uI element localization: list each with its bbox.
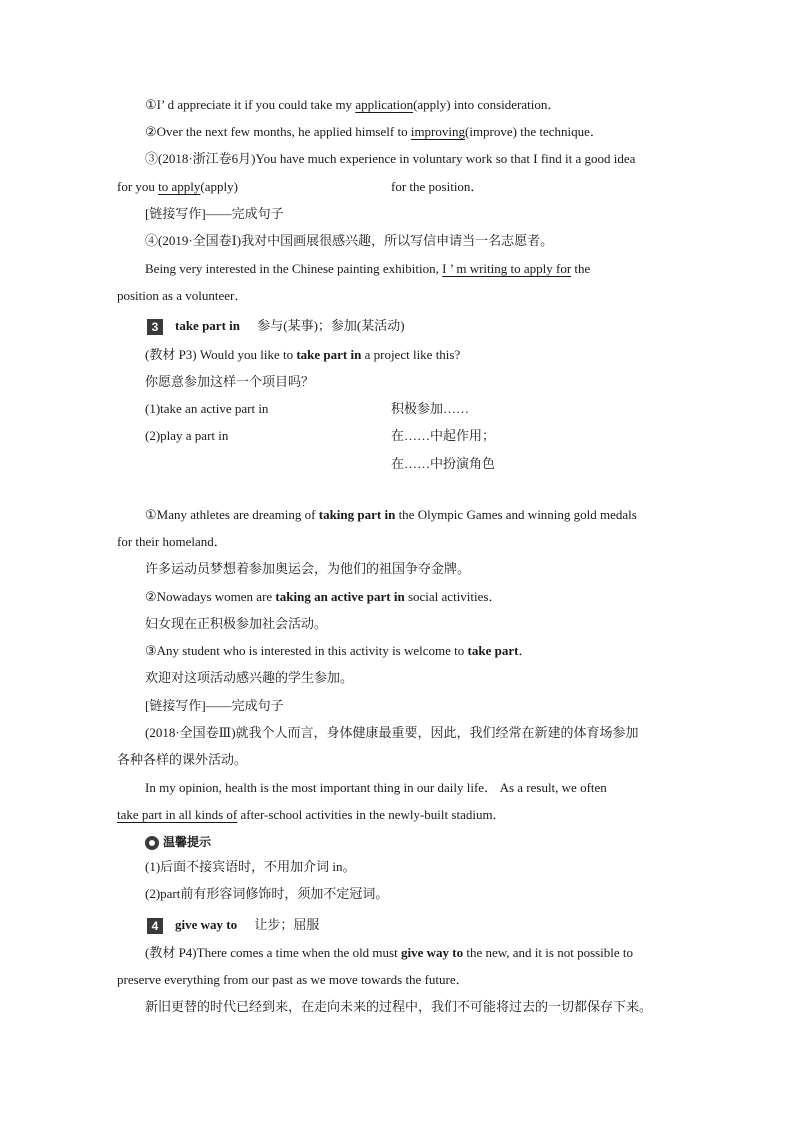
section-heading-3 <box>147 318 405 335</box>
translation: 欢迎对这项活动感兴趣的学生参加。 <box>145 670 354 685</box>
related-phrase-1-meaning: 积极参加…… <box>391 401 470 416</box>
phrase-title: give way to <box>175 917 238 932</box>
answer-blank: to apply <box>158 179 201 194</box>
writing-answer-line <box>145 261 590 277</box>
translation: 妇女现在正积极参加社会活动。 <box>145 616 328 631</box>
answer-blank: application <box>355 97 414 112</box>
key-phrase: taking part in <box>318 507 396 522</box>
sentence-text: the Olympic Games and winning gold medals <box>395 507 637 522</box>
example-sentence-2 <box>145 589 501 605</box>
example-sentence-2 <box>145 124 603 140</box>
sentence-text: the new, and it is not possible to <box>463 945 634 960</box>
link-writing-label: [链接写作]——完成句子 <box>145 206 284 221</box>
related-phrase-1: (1)take an active part in <box>145 401 269 416</box>
example-sentence-3-cont <box>117 179 238 195</box>
sentence-text: a project like this? <box>361 347 461 362</box>
sentence-text: (教材 P3) Would you like to <box>145 347 297 362</box>
related-phrase-2: (2)play a part in <box>145 428 229 443</box>
tip-heading <box>145 834 211 850</box>
key-phrase: give way to <box>400 945 464 960</box>
translation: 你愿意参加这样一个项目吗？ <box>145 374 315 389</box>
link-writing-label: [链接写作]——完成句子 <box>145 698 284 713</box>
key-phrase: take part in <box>296 347 362 362</box>
sentence-text: ． <box>518 643 532 658</box>
sentence-text: Being very interested in the Chinese painting exhibition, <box>145 261 443 276</box>
writing-prompt: ④(2019·全国卷Ⅰ)我对中国画展很感兴趣，所以写信申请当一名志愿者。 <box>145 233 554 248</box>
textbook-example <box>145 347 460 363</box>
sentence-text: social activities． <box>404 589 502 604</box>
sentence-text: ②Over the next few months, he applied himself to <box>145 124 411 139</box>
tip-title: 温馨提示 <box>163 835 212 849</box>
sentence-text: for the position． <box>391 179 484 194</box>
translation: 新旧更替的时代已经到来，在走向未来的过程中，我们不可能将过去的一切都保存下来。 <box>145 999 653 1014</box>
key-phrase: take part <box>467 643 519 658</box>
writing-prompt: (2018·全国卷Ⅲ)就我个人而言，身体健康最重要，因此，我们经常在新建的体育场参加 <box>145 725 639 740</box>
section-heading-4 <box>147 917 319 934</box>
sentence-text: ①I’ d appreciate it if you could take my <box>145 97 356 112</box>
example-sentence-1 <box>145 507 637 523</box>
sentence-text: the <box>571 261 591 276</box>
sentence-text: (apply) <box>200 179 238 194</box>
key-phrase: taking an active part in <box>275 589 405 604</box>
section-number-badge: 4 <box>147 918 163 934</box>
writing-answer-line: In my opinion, health is the most important thing in our daily life． As a result, we often <box>145 780 607 795</box>
related-phrase-2-meaning-2: 在……中扮演角色 <box>391 456 496 471</box>
sentence-text: (apply) into consideration． <box>413 97 561 112</box>
sentence-text: ②Nowadays women are <box>145 589 276 604</box>
tip-item: (2)part前有形容词修饰时，须加不定冠词。 <box>145 886 389 901</box>
sentence-text: ①Many athletes are dreaming of <box>145 507 319 522</box>
example-sentence-1-cont: for their homeland． <box>117 534 227 549</box>
sentence-text: (教材 P4)There comes a time when the old must <box>145 945 401 960</box>
tip-item: (1)后面不接宾语时，不用加介词 in。 <box>145 859 356 874</box>
writing-answer-cont <box>117 807 506 823</box>
sentence-text: (improve) the technique． <box>465 124 603 139</box>
answer-blank: I ’ m writing to apply for <box>442 261 572 276</box>
example-sentence-3 <box>145 643 531 659</box>
answer-blank: improving <box>410 124 465 139</box>
answer-blank: take part in all kinds of <box>117 807 238 822</box>
writing-prompt-cont: 各种各样的课外活动。 <box>117 752 248 767</box>
example-sentence-1 <box>145 97 560 113</box>
sentence-text: after-school activities in the newly-built stadium． <box>237 807 506 822</box>
textbook-example <box>145 945 633 961</box>
phrase-title: take part in <box>175 318 240 333</box>
textbook-example-cont: preserve everything from our past as we move towards the future． <box>117 972 469 987</box>
section-number-badge: 3 <box>147 319 163 335</box>
related-phrase-2-meaning: 在……中起作用； <box>391 428 496 443</box>
example-sentence-3: ③(2018·浙江卷6月)You have much experience in voluntary work so that I find it a good idea <box>145 151 636 166</box>
writing-answer-cont: position as a volunteer． <box>117 288 248 303</box>
lightbulb-icon <box>145 836 159 850</box>
translation: 许多运动员梦想着参加奥运会，为他们的祖国争夺金牌。 <box>145 561 471 576</box>
sentence-text: ③Any student who is interested in this activity is welcome to <box>145 643 468 658</box>
sentence-text: for you <box>117 179 159 194</box>
phrase-meaning: 参与(某事)；参加(某活动) <box>257 318 405 333</box>
phrase-meaning: 让步；屈服 <box>254 917 320 932</box>
